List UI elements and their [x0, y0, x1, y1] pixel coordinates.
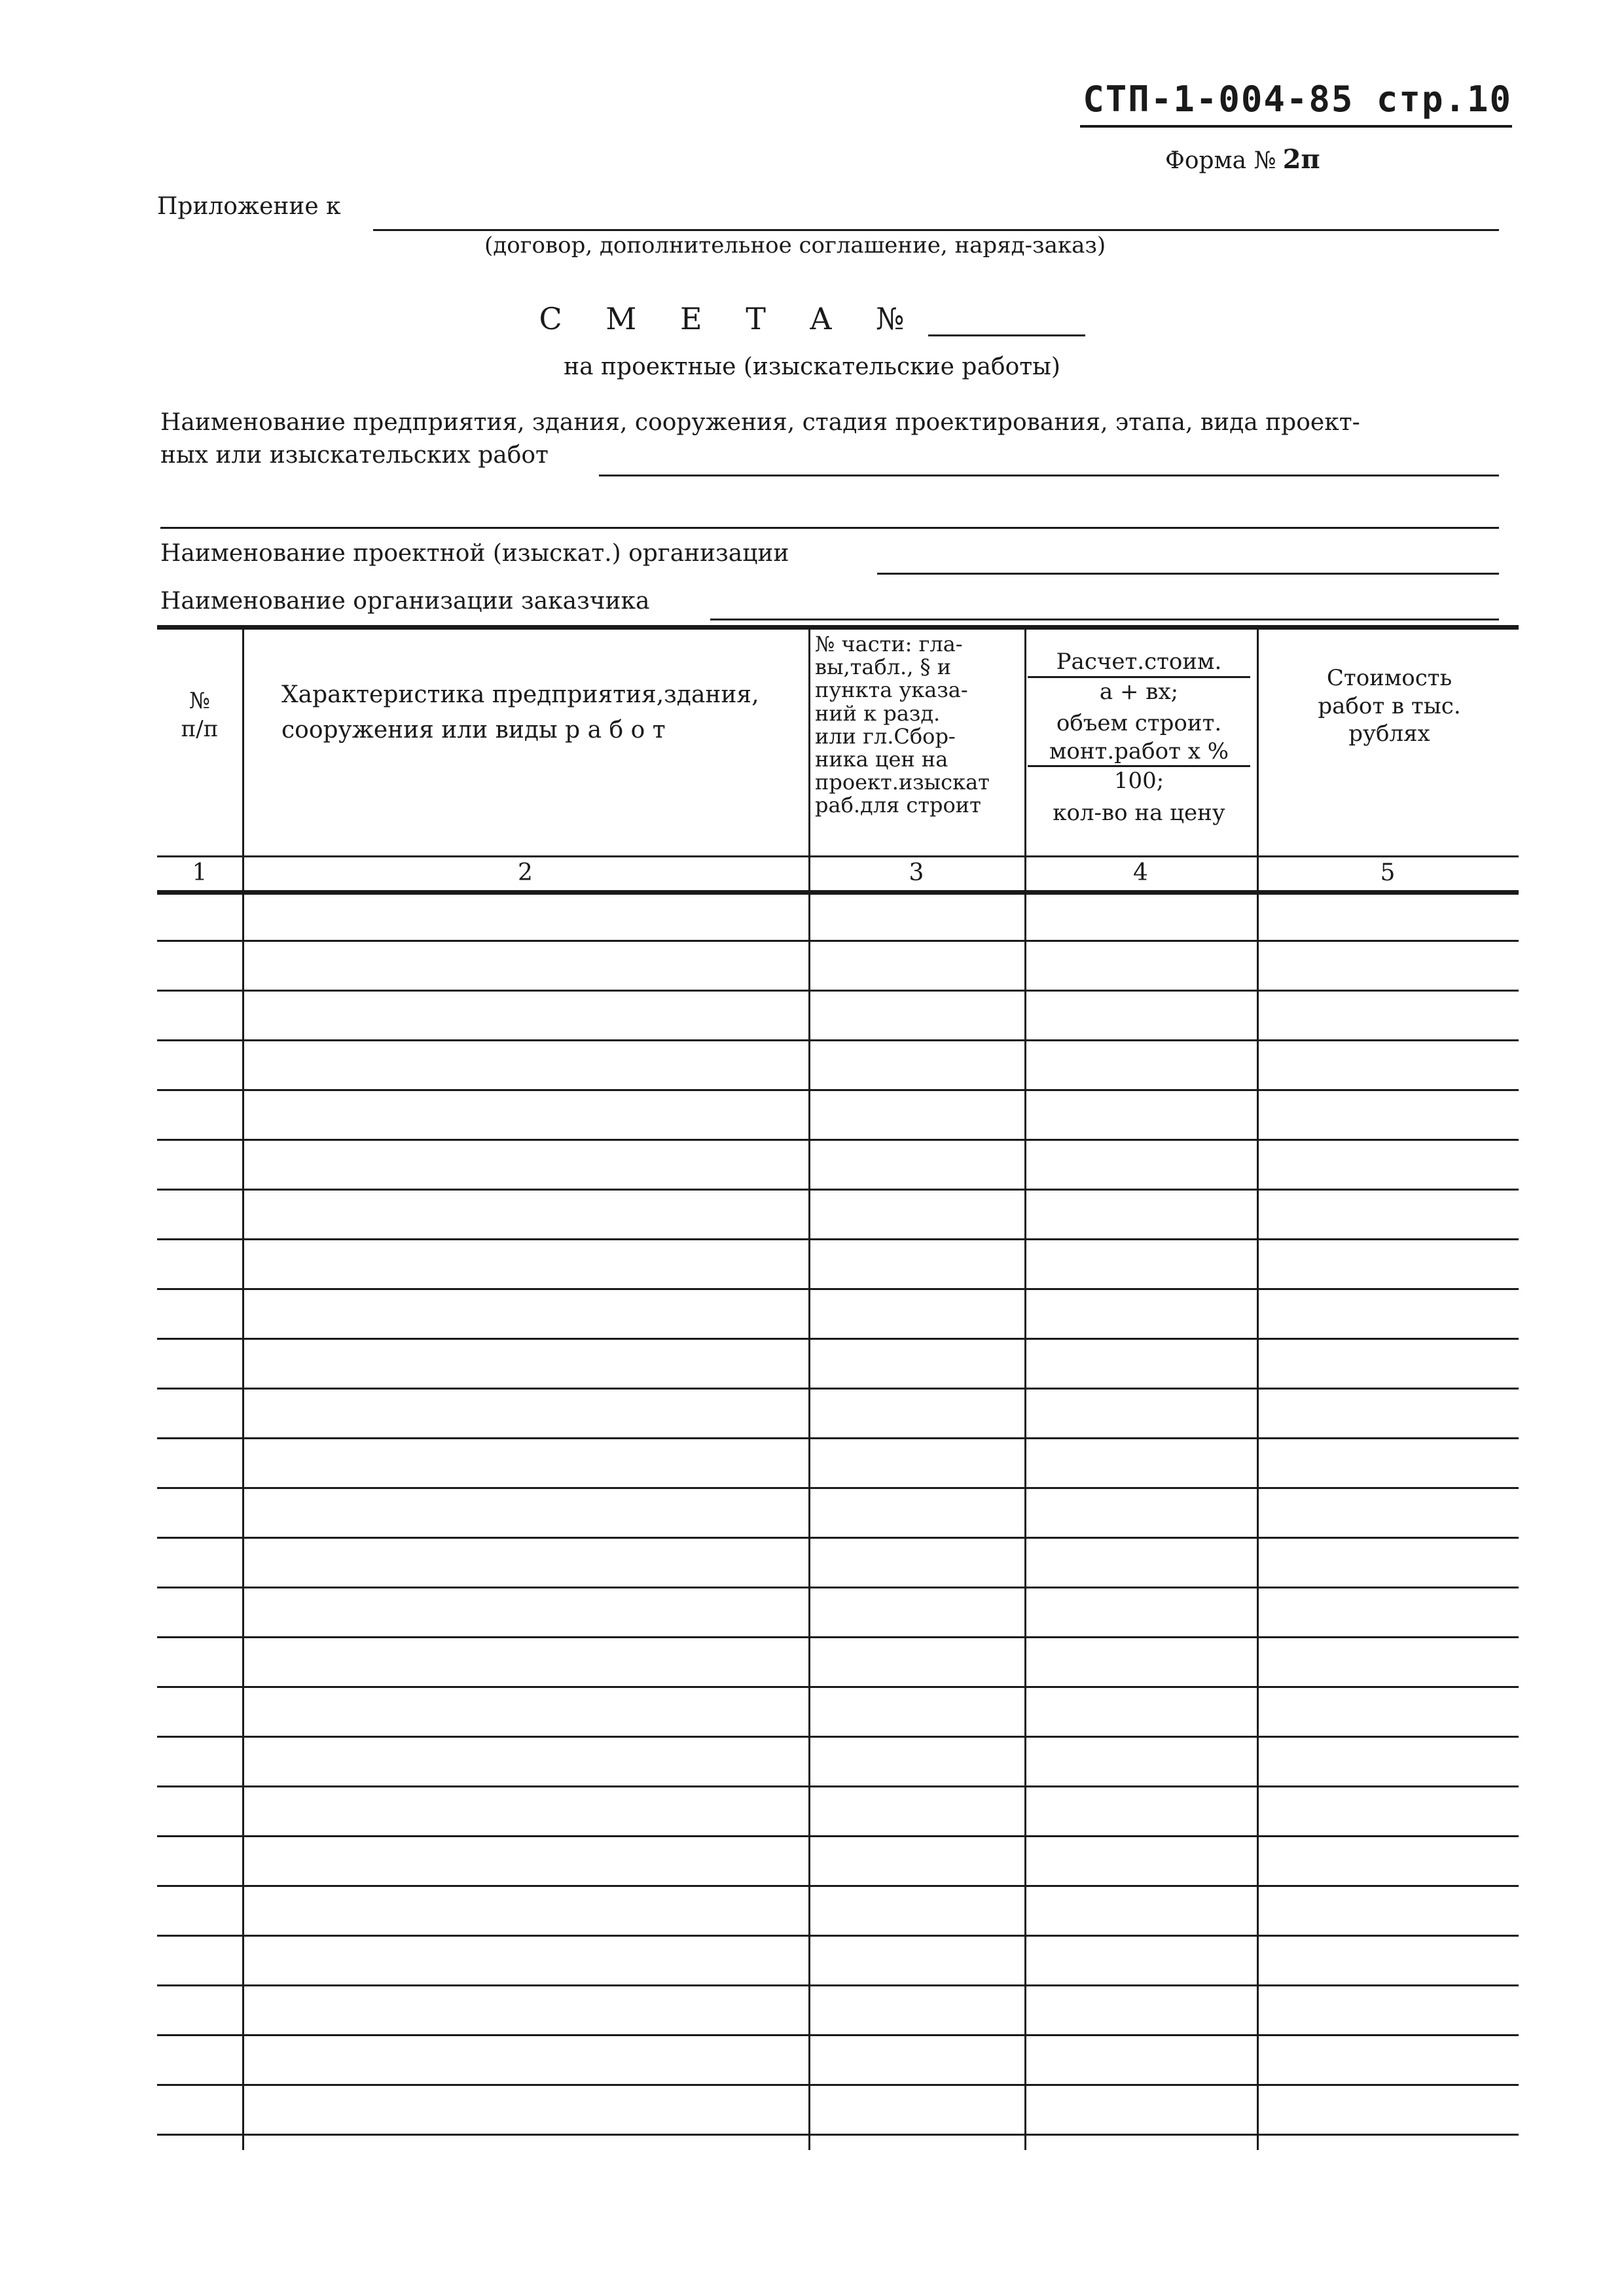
- table-row-line: [157, 1388, 1519, 1390]
- header-col-cost: [1263, 664, 1515, 748]
- table-top-border: [157, 625, 1519, 630]
- table-row-line: [157, 1338, 1519, 1340]
- object-name-line2: [160, 527, 1499, 529]
- object-name-line1: [599, 475, 1499, 476]
- header-col-reference-line: раб.для строит: [815, 793, 981, 818]
- header-col-reference-line: или гл.Сбор-: [815, 723, 956, 749]
- header-col-reference-line: ний к разд.: [815, 700, 941, 726]
- table-row-line: [157, 940, 1519, 942]
- table-row-line: [157, 1437, 1519, 1439]
- appendix-line: [373, 229, 1499, 231]
- customer-org-label: Наименование организации заказчика: [160, 588, 650, 615]
- estimate-number-line: [928, 308, 1085, 336]
- header-col-description-line1: Характеристика предприятия,здания,: [281, 681, 759, 708]
- design-org-line: [877, 573, 1499, 575]
- header-col-calculation: [1028, 648, 1250, 827]
- document-code: СТП-1-004-85 стр.10: [1080, 79, 1512, 128]
- table-row-line: [157, 1935, 1519, 1937]
- form-number-value: 2п: [1282, 144, 1320, 175]
- table-row-line: [157, 1885, 1519, 1887]
- table-numbers-bottom: [157, 890, 1519, 895]
- table-row-line: [157, 1139, 1519, 1141]
- header-col-number-line1: №: [189, 688, 211, 714]
- table-row-line: [157, 2134, 1519, 2136]
- table-row-line: [157, 1984, 1519, 1986]
- appendix-label: Приложение к: [157, 193, 341, 220]
- header-col-reference-line: № части: гла-: [815, 632, 963, 656]
- column-number-3: 3: [909, 859, 924, 886]
- table-row-line: [157, 1587, 1519, 1588]
- object-name-label-line1: Наименование предприятия, здания, сооружения, стадия проектирования, этапа, вида проект-: [160, 409, 1360, 436]
- header-col-reference-line: проект.изыскат: [815, 770, 990, 795]
- estimate-title: [0, 301, 1624, 336]
- estimate-table: [157, 625, 1519, 2150]
- appendix-hint: (договор, дополнительное соглашение, наряд-заказ): [484, 232, 1106, 259]
- table-row-line: [157, 1189, 1519, 1191]
- table-row-line: [157, 1736, 1519, 1738]
- table-row-line: [157, 2084, 1519, 2086]
- header-col-description-line2: сооружения или виды р а б о т: [281, 717, 666, 744]
- table-row-line: [157, 1686, 1519, 1688]
- object-name-label-line2: ных или изыскательских работ: [160, 442, 549, 469]
- table-row-line: [157, 1089, 1519, 1091]
- table-row-line: [157, 1238, 1519, 1240]
- form-number: [1165, 144, 1320, 175]
- column-number-4: 4: [1133, 859, 1148, 886]
- design-org-label: Наименование проектной (изыскат.) организации: [160, 540, 789, 567]
- header-col-number-line2: п/п: [181, 715, 219, 742]
- header-col-calculation-line2: а + вх;: [1099, 678, 1179, 705]
- header-col-reference-line: ника цен на: [815, 746, 948, 772]
- header-col-calculation-line1: Расчет.стоим.: [1028, 648, 1250, 678]
- table-row-line: [157, 1487, 1519, 1489]
- header-col-calculation-line5: 100;: [1113, 768, 1164, 794]
- table-row-line: [157, 1039, 1519, 1041]
- column-number-5: 5: [1380, 859, 1396, 886]
- header-col-reference-line: вы,табл., § и: [815, 655, 952, 680]
- table-row-line: [157, 1288, 1519, 1290]
- header-col-calculation-line3: объем строит.: [1056, 710, 1222, 736]
- header-col-cost-line1: Стоимость: [1326, 665, 1453, 691]
- header-col-cost-line3: рублях: [1348, 721, 1430, 747]
- column-number-2: 2: [518, 859, 533, 886]
- header-col-calculation-line6: кол-во на цену: [1053, 799, 1225, 826]
- estimate-subtitle: на проектные (изыскательские работы): [564, 353, 1060, 380]
- table-row-line: [157, 2034, 1519, 2036]
- header-col-number: [157, 687, 242, 743]
- table-row-line: [157, 1537, 1519, 1539]
- estimate-title-text: С М Е Т А №: [539, 301, 922, 336]
- form-label: Форма №: [1165, 147, 1276, 174]
- header-col-description: [281, 677, 759, 748]
- customer-org-line: [710, 619, 1499, 620]
- header-col-reference-line: пункта указа-: [815, 677, 968, 703]
- header-col-reference: [815, 633, 1021, 817]
- header-col-calculation-line4: монт.работ х %: [1028, 738, 1250, 768]
- table-row-line: [157, 1785, 1519, 1787]
- header-col-cost-line2: работ в тыс.: [1318, 692, 1461, 719]
- table-row-line: [157, 1636, 1519, 1638]
- table-header-bottom: [157, 855, 1519, 857]
- table-row-line: [157, 990, 1519, 992]
- table-row-line: [157, 1835, 1519, 1837]
- column-number-1: 1: [192, 859, 208, 886]
